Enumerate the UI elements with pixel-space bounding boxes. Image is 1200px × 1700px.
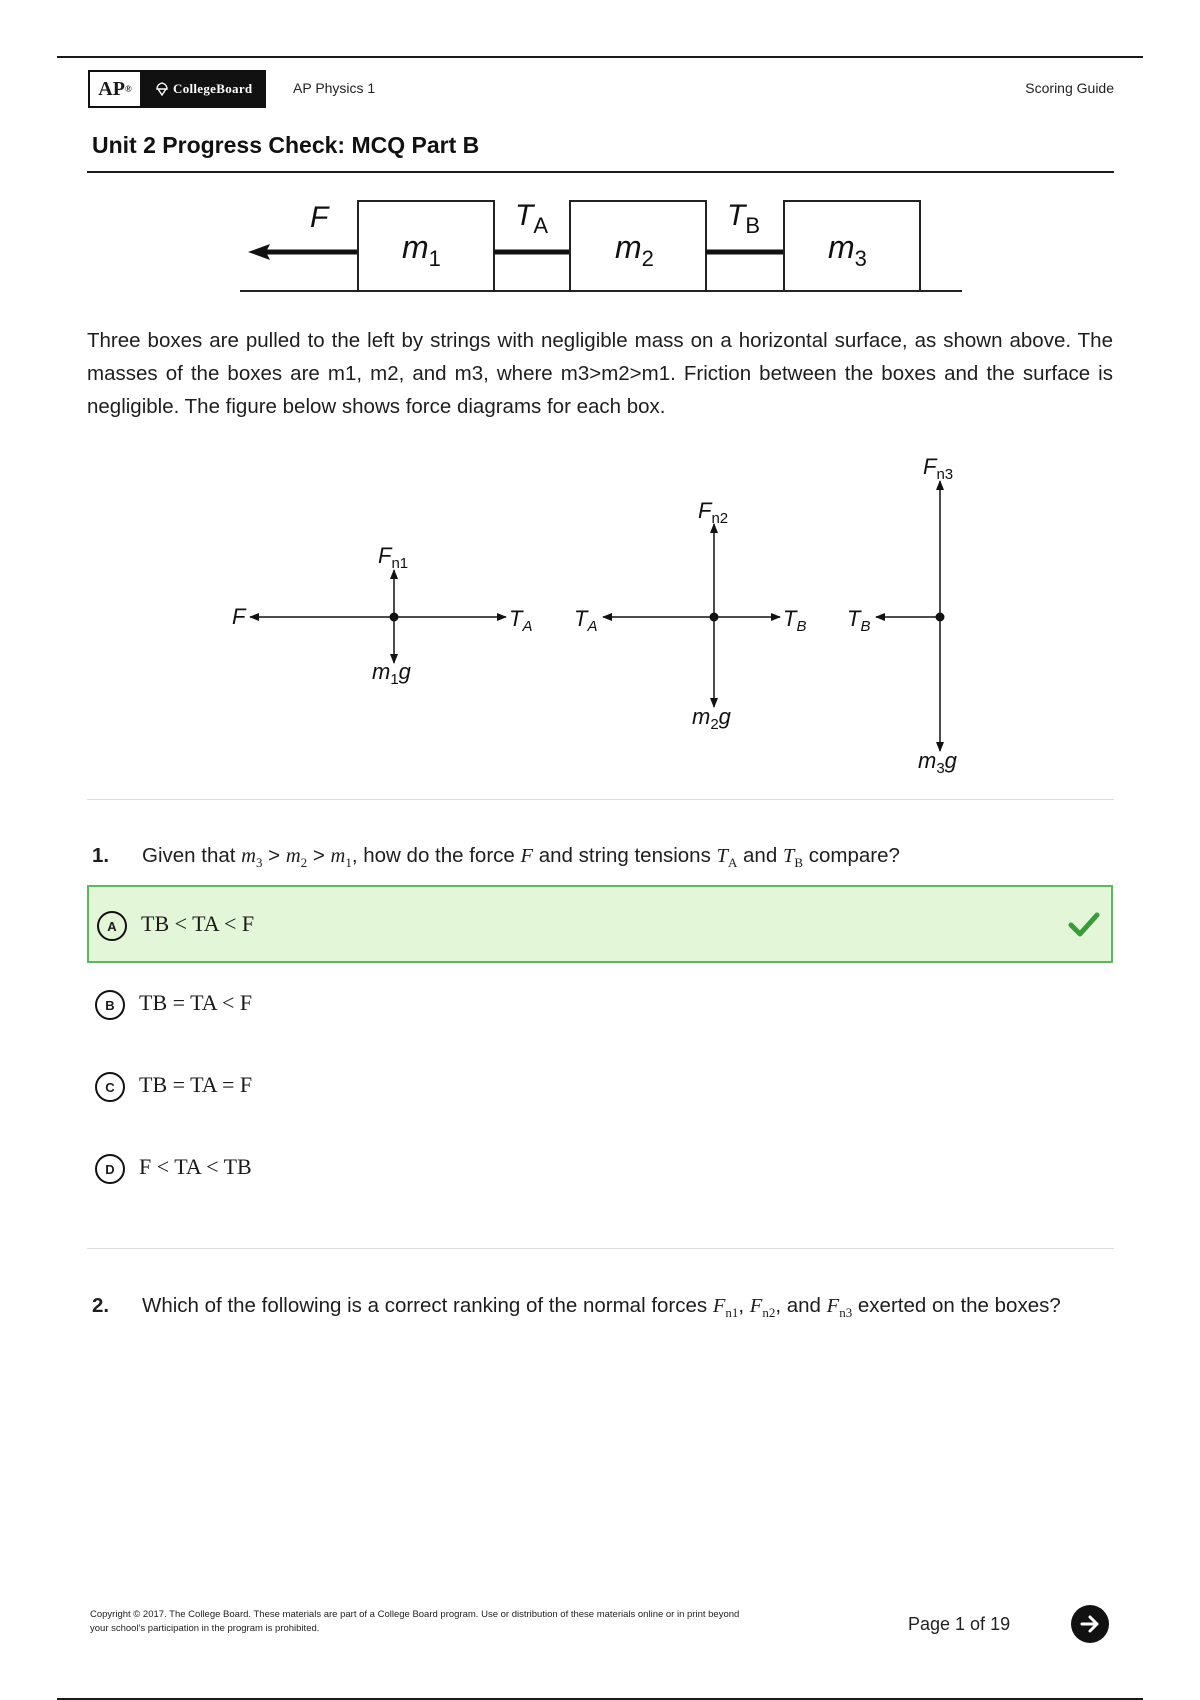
svg-text:m2g: $m_2g$ — [692, 704, 731, 733]
box-m2-label: $m_2$ — [615, 229, 654, 271]
svg-text:m1g: $m_1g$ — [372, 659, 411, 688]
copyright-notice: Copyright © 2017. The College Board. These materials are part of a College Board program. Use or distribution of these materials online or in print beyond your school's participation in the program is prohibited. — [90, 1609, 740, 1634]
boxes-figure — [230, 190, 970, 295]
tension-a-label: $T_A$ — [515, 199, 549, 238]
choice-d-bubble[interactable]: D — [95, 1154, 125, 1184]
page-header — [88, 70, 1114, 108]
force-diagram-box3 — [847, 454, 958, 777]
question-stem: Three boxes are pulled to the left by strings with negligible mass on a horizontal surface, as shown above. The masses of the boxes are m1, m2, and m3, where m3>m2>m1. Friction between the boxes and the surface is negligible. The figure below shows force diagrams for each box. — [87, 329, 1113, 418]
question-number: 1. — [92, 844, 110, 867]
force-label: F — [310, 201, 329, 234]
choice-a-text: TB < TA < F — [141, 911, 255, 936]
choice-b-text: TB = TA < F — [139, 990, 253, 1015]
choice-c[interactable] — [87, 1048, 1113, 1126]
choice-d-text: F < TA < TB — [139, 1154, 252, 1179]
separator — [87, 1248, 1114, 1249]
force-diagram-box1 — [232, 543, 532, 688]
acorn-icon — [156, 82, 168, 96]
scoring-guide-label: Scoring Guide — [1025, 80, 1114, 96]
choice-c-bubble[interactable]: C — [95, 1072, 125, 1102]
choice-a[interactable] — [87, 885, 1113, 963]
choice-b[interactable] — [87, 966, 1113, 1044]
course-name: AP Physics 1 — [293, 80, 376, 96]
check-icon — [1067, 907, 1101, 941]
question-text: Given that $m_3 > m_2 > m_1$, how do the force F and string tensions $T_A$ and $T_B$ compare? — [142, 844, 900, 871]
svg-text:TB: $T_B$ — [783, 606, 807, 635]
svg-text:TA: $T_A$ — [509, 606, 533, 635]
choice-a-bubble[interactable]: A — [97, 911, 127, 941]
svg-text:Fn2: $F_{n2}$ — [698, 498, 729, 527]
svg-text:Fn3: $F_{n3}$ — [923, 454, 954, 483]
box-m3-label: $m_3$ — [828, 229, 867, 271]
svg-text:TA: $T_A$ — [574, 606, 598, 635]
svg-text:F: F — [232, 604, 246, 629]
svg-text:m3g: $m_3g$ — [918, 748, 957, 777]
force-diagrams — [230, 445, 990, 780]
ap-collegeboard-logo — [88, 70, 266, 108]
box-m1-label: $m_1$ — [402, 229, 441, 271]
page-title: Unit 2 Progress Check: MCQ Part B — [92, 132, 480, 158]
force-diagram-box2 — [574, 498, 806, 733]
separator — [87, 799, 1114, 800]
choice-d[interactable] — [87, 1130, 1113, 1208]
svg-text:TB: $T_B$ — [847, 606, 871, 635]
choice-b-bubble[interactable]: B — [95, 990, 125, 1020]
arrow-right-icon — [1079, 1613, 1101, 1635]
question-text: Which of the following is a correct ranking of the normal forces $F_{n1}$, $F_{n2}$, and $F_{n3}$ exerted on the boxes? — [142, 1294, 1061, 1321]
title-rule — [87, 171, 1114, 173]
choice-c-text: TB = TA = F — [139, 1072, 253, 1097]
page-indicator: Page 1 of 19 — [908, 1614, 1011, 1634]
question-number: 2. — [92, 1294, 110, 1317]
collegeboard-logo: CollegeBoard — [142, 70, 266, 108]
next-page-button[interactable] — [1071, 1605, 1109, 1643]
top-rule — [57, 56, 1143, 58]
tension-b-label: $T_B$ — [727, 199, 761, 238]
svg-text:Fn1: $F_{n1}$ — [378, 543, 409, 572]
ap-logo: AP ® — [88, 70, 142, 108]
